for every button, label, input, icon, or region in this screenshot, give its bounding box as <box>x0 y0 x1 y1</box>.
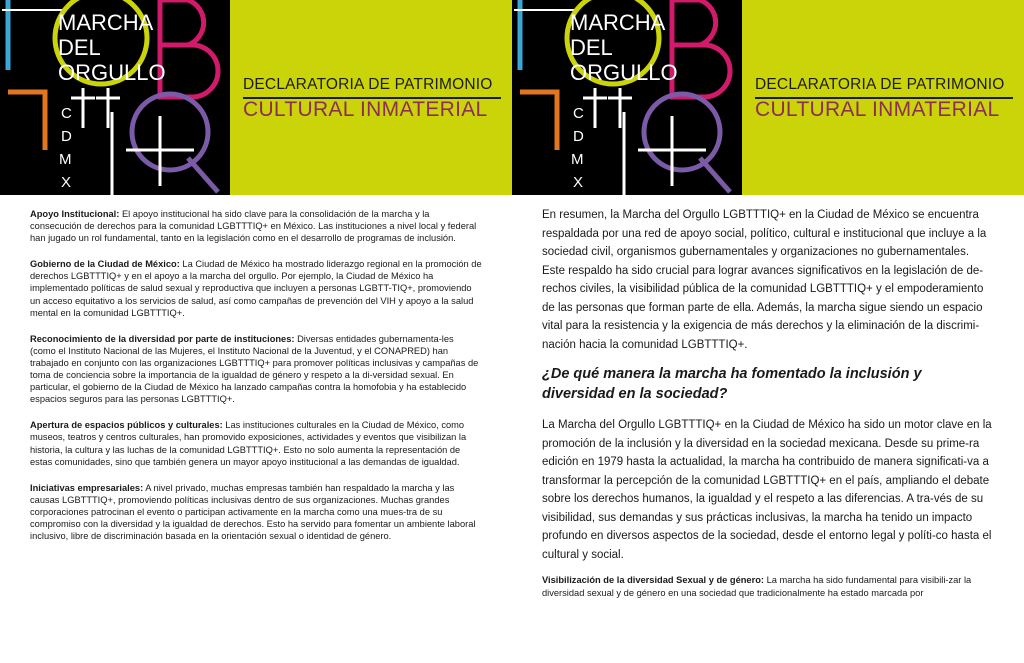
paragraph-text: El apoyo institucional ha sido clave para la consolidación de la marcha y la consecución de derechos para la comunidad LGBTTTIQ+ en México. Las instituciones a nivel local y federal han jugado un rol fundamental, tanto en la legislación como en el desarrollo de programas de inclusión. <box>30 209 477 244</box>
cdmx-letter-c: C <box>61 105 72 122</box>
logo-line-orgullo: ORGULLO <box>58 60 166 85</box>
logo-line-del: DEL <box>58 35 101 60</box>
cdmx-letter-d: D <box>61 128 72 145</box>
declaratoria-title: DECLARATORIA DE PATRIMONIO <box>755 76 1005 93</box>
cdmx-letter-x: X <box>573 174 584 191</box>
logo-line-marcha: MARCHA <box>58 10 154 35</box>
paragraph-visibilizacion <box>542 574 994 599</box>
cdmx-letter-m: M <box>59 151 72 168</box>
question-heading: ¿De qué manera la marcha ha fomentado la inclusión y diversidad en la sociedad? <box>542 366 922 402</box>
banner-header <box>0 0 512 195</box>
paragraph-text: La Ciudad de México ha mostrado liderazgo regional en la promoción de derechos LGBTTTIQ+ y en el apoyo a la marcha del orgullo. Por ejemplo, la Ciudad de México ha implementado políticas de salud sexual y reproductiva que incluyen a personas LGBTT-TIQ+, promoviendo un acceso equitativo a los servicios de salud, así como campañas de prevención del VIH y apoyo a la salud mental en la comunidad LGBTTTIQ+. <box>30 259 482 318</box>
cdmx-letter-d: D <box>573 128 584 145</box>
logo-line-del: DEL <box>570 35 613 60</box>
march-logo <box>0 0 230 195</box>
paragraph-heading: Visibilización de la diversidad Sexual y de género: <box>542 575 764 585</box>
cdmx-letter-c: C <box>573 105 584 122</box>
paragraph-heading: Gobierno de la Ciudad de México: <box>30 259 180 270</box>
paragraph-iniciativas-empresariales <box>30 482 482 542</box>
paragraph-espacios-publicos <box>30 419 482 467</box>
declaratoria-title: DECLARATORIA DE PATRIMONIO <box>243 76 493 93</box>
paragraph-apoyo-institucional <box>30 208 482 244</box>
paragraph-heading: Apoyo Institucional: <box>30 209 120 219</box>
logo-line-marcha: MARCHA <box>570 10 666 35</box>
paragraph-heading: Apertura de espacios públicos y culturales: <box>30 420 223 431</box>
left-text-column <box>30 208 482 556</box>
paragraph-text: A nivel privado, muchas empresas también han respaldado la marcha y las causas LGBTTTIQ+, promoviendo políticas inclusivas dentro de sus organizaciones. Muchas grandes corporaciones patrocinan el evento o participan activamente en la marcha como una mues-tra de su compromiso con la diversidad y la igualdad de derechos. Esto ha servido para fomentar un ambiente laboral inclusivo, libre de discriminación basada en la orientación sexual o identidad de género. <box>30 482 476 542</box>
march-logo <box>512 0 742 195</box>
paragraph-heading: Reconocimiento de la diversidad por parte de instituciones: <box>30 333 295 344</box>
answer-paragraph: La Marcha del Orgullo LGBTTTIQ+ en la Ciudad de México ha sido un motor clave en la promoción de la inclusión y la diversidad en la sociedad mexicana. Desde su prime-ra edición en 1979 hasta la actualidad, la marcha ha contribuido de manera significati-va a transformar la percepción de la comunidad LGBTTTIQ+ en el país, ampliando el debate sobre los derechos humanos, la igualdad y el respeto a las diferencias. A tra-vés de su visibilidad, sus demandas y sus prácticas inclusivas, la marcha ha tenido un impacto profundo en diversos aspectos de la sociedad, desde el entorno legal y políti-co hasta el cultural y social. <box>542 419 992 561</box>
paragraph-text: Las instituciones culturales en la Ciudad de México, como museos, teatros y centros culturales, han promovido exposiciones, actividades y eventos que visibilizan la historia, la cultura y las luchas de la comunidad LGBTTTIQ+. Esto no solo aumenta la representación de estas comunidades, sino que también genera un mayor apoyo institucional a las demandas de igualdad. <box>30 420 467 467</box>
cdmx-letter-m: M <box>571 151 584 168</box>
summary-paragraph: En resumen, la Marcha del Orgullo LGBTTTIQ+ en la Ciudad de México se encuentra respaldada por una red de apoyo social, político, cultural e institucional que incluye a la sociedad civil, organismos gubernamentales y organizaciones no gubernamentales. Este respaldo ha sido crucial para lograr avances significativos en la legislación de de-rechos civiles, la visibilidad pública de la comunidad LGBTTTIQ+ y el empoderamiento de las personas que forman parte de ella. Además, la marcha sigue siendo un espacio vital para la resistencia y la exigencia de más derechos y la eliminación de la discrimi-nación hacia la comunidad LGBTTTIQ+. <box>542 209 987 351</box>
right-page <box>512 0 1024 663</box>
cdmx-letter-x: X <box>61 174 72 191</box>
logo-line-orgullo: ORGULLO <box>570 60 678 85</box>
paragraph-text: La marcha ha sido fundamental para visibili-zar la diversidad sexual y de género en una sociedad que tradicionalmente ha estado marcada por <box>542 575 972 598</box>
cultural-inmaterial-title: CULTURAL INMATERIAL <box>755 98 1000 121</box>
right-text-column <box>542 206 994 599</box>
paragraph-reconocimiento-diversidad <box>30 333 482 406</box>
paragraph-text: Diversas entidades gubernamenta-les (como el Instituto Nacional de las Mujeres, el Instituto Nacional de la Juventud, y el CONAPRED) han trabajado en conjunto con las organizaciones LGBTTTIQ+ para promover políticas inclusivas y campañas de toma de conciencia sobre la importancia de la igualdad de género y respeto a la di-versidad sexual. En particular, el gobierno de la Ciudad de México ha lanzado campañas contra la homofobia y ha establecido espacios seguros para las personas LGBTTTIQ+. <box>30 333 479 405</box>
banner-header <box>512 0 1024 195</box>
cultural-inmaterial-title: CULTURAL INMATERIAL <box>243 98 488 121</box>
paragraph-gobierno-cdmx <box>30 258 482 318</box>
paragraph-heading: Iniciativas empresariales: <box>30 482 144 493</box>
